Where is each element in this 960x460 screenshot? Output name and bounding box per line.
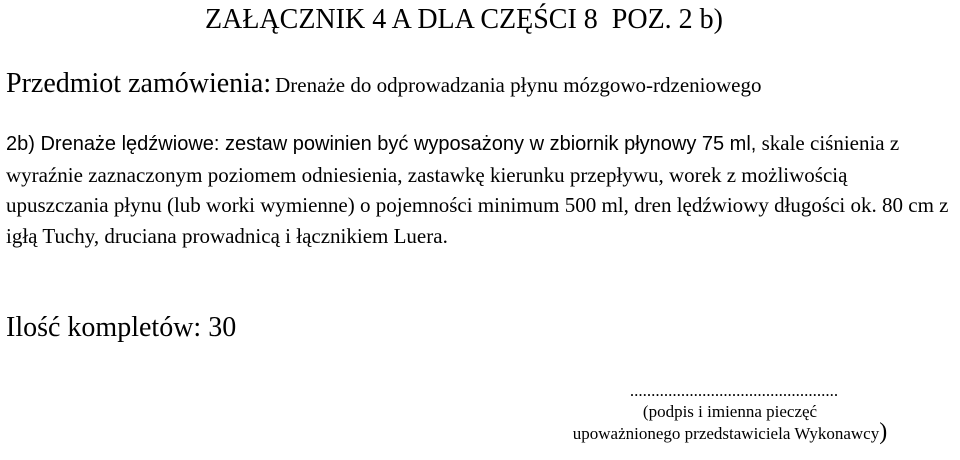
subject-label: Przedmiot zamówienia: <box>6 68 272 99</box>
quantity-line: Ilość kompletów: 30 <box>6 312 237 343</box>
signature-caption-line2: upoważnionego przedstawiciela Wykonawcy <box>572 424 880 443</box>
subject-value: Drenaże do odprowadzania płynu mózgowo-rdzeniowego <box>275 73 762 97</box>
item-description <box>6 128 954 251</box>
signature-close-paren: ) <box>879 419 888 445</box>
item-description-lead: 2b) Drenaże lędźwiowe: zestaw powinien być wyposażony w zbiornik płynowy 75 ml, <box>6 133 757 155</box>
item-description-body: skale ciśnienia z wyraźnie zaznaczonym poziomem odniesienia, zastawkę kierunku przepływu, worek z możliwością upuszczania płynu (lub worki wymienne) o pojemności minimum 500 ml, dren lędźwiowy długości ok. 80 cm z igłą Tuchy, druciana prowadnicą i łącznikiem Luera. <box>6 131 949 248</box>
signature-block <box>520 380 940 444</box>
signature-caption-line1: (podpis i imienna pieczęć <box>642 402 818 421</box>
subject-line <box>6 68 761 100</box>
signature-dotted-line: ................................................. <box>629 381 839 400</box>
document-title: ZAŁĄCZNIK 4 A DLA CZĘŚCI 8 POZ. 2 b) <box>205 4 723 35</box>
signature-caption-line2-wrap <box>520 419 940 445</box>
